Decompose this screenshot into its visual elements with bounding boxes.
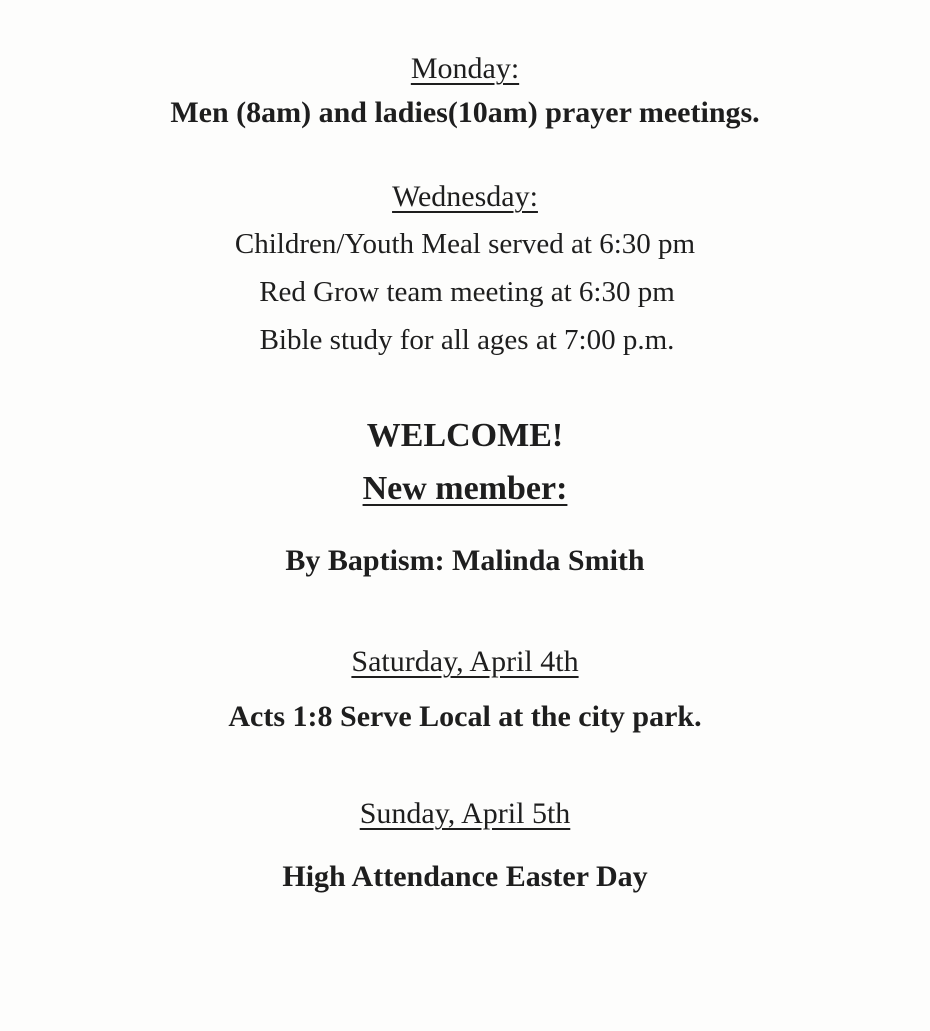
saturday-details: Acts 1:8 Serve Local at the city park. [228, 700, 702, 733]
sunday-heading: Sunday, April 5th [359, 797, 571, 830]
welcome-title: WELCOME! [366, 417, 564, 454]
new-member-name: By Baptism: Malinda Smith [285, 544, 645, 577]
wednesday-item-team-meeting: Red Grow team meeting at 6:30 pm [259, 276, 675, 308]
monday-heading: Monday: [410, 52, 520, 85]
saturday-heading: Saturday, April 4th [351, 645, 579, 678]
wednesday-item-bible-study: Bible study for all ages at 7:00 p.m. [259, 324, 675, 356]
wednesday-heading: Wednesday: [392, 180, 538, 213]
new-member-heading: New member: [362, 470, 568, 507]
monday-details: Men (8am) and ladies(10am) prayer meetings. [170, 96, 760, 129]
wednesday-item-meal: Children/Youth Meal served at 6:30 pm [234, 228, 696, 260]
sunday-details: High Attendance Easter Day [282, 860, 648, 893]
